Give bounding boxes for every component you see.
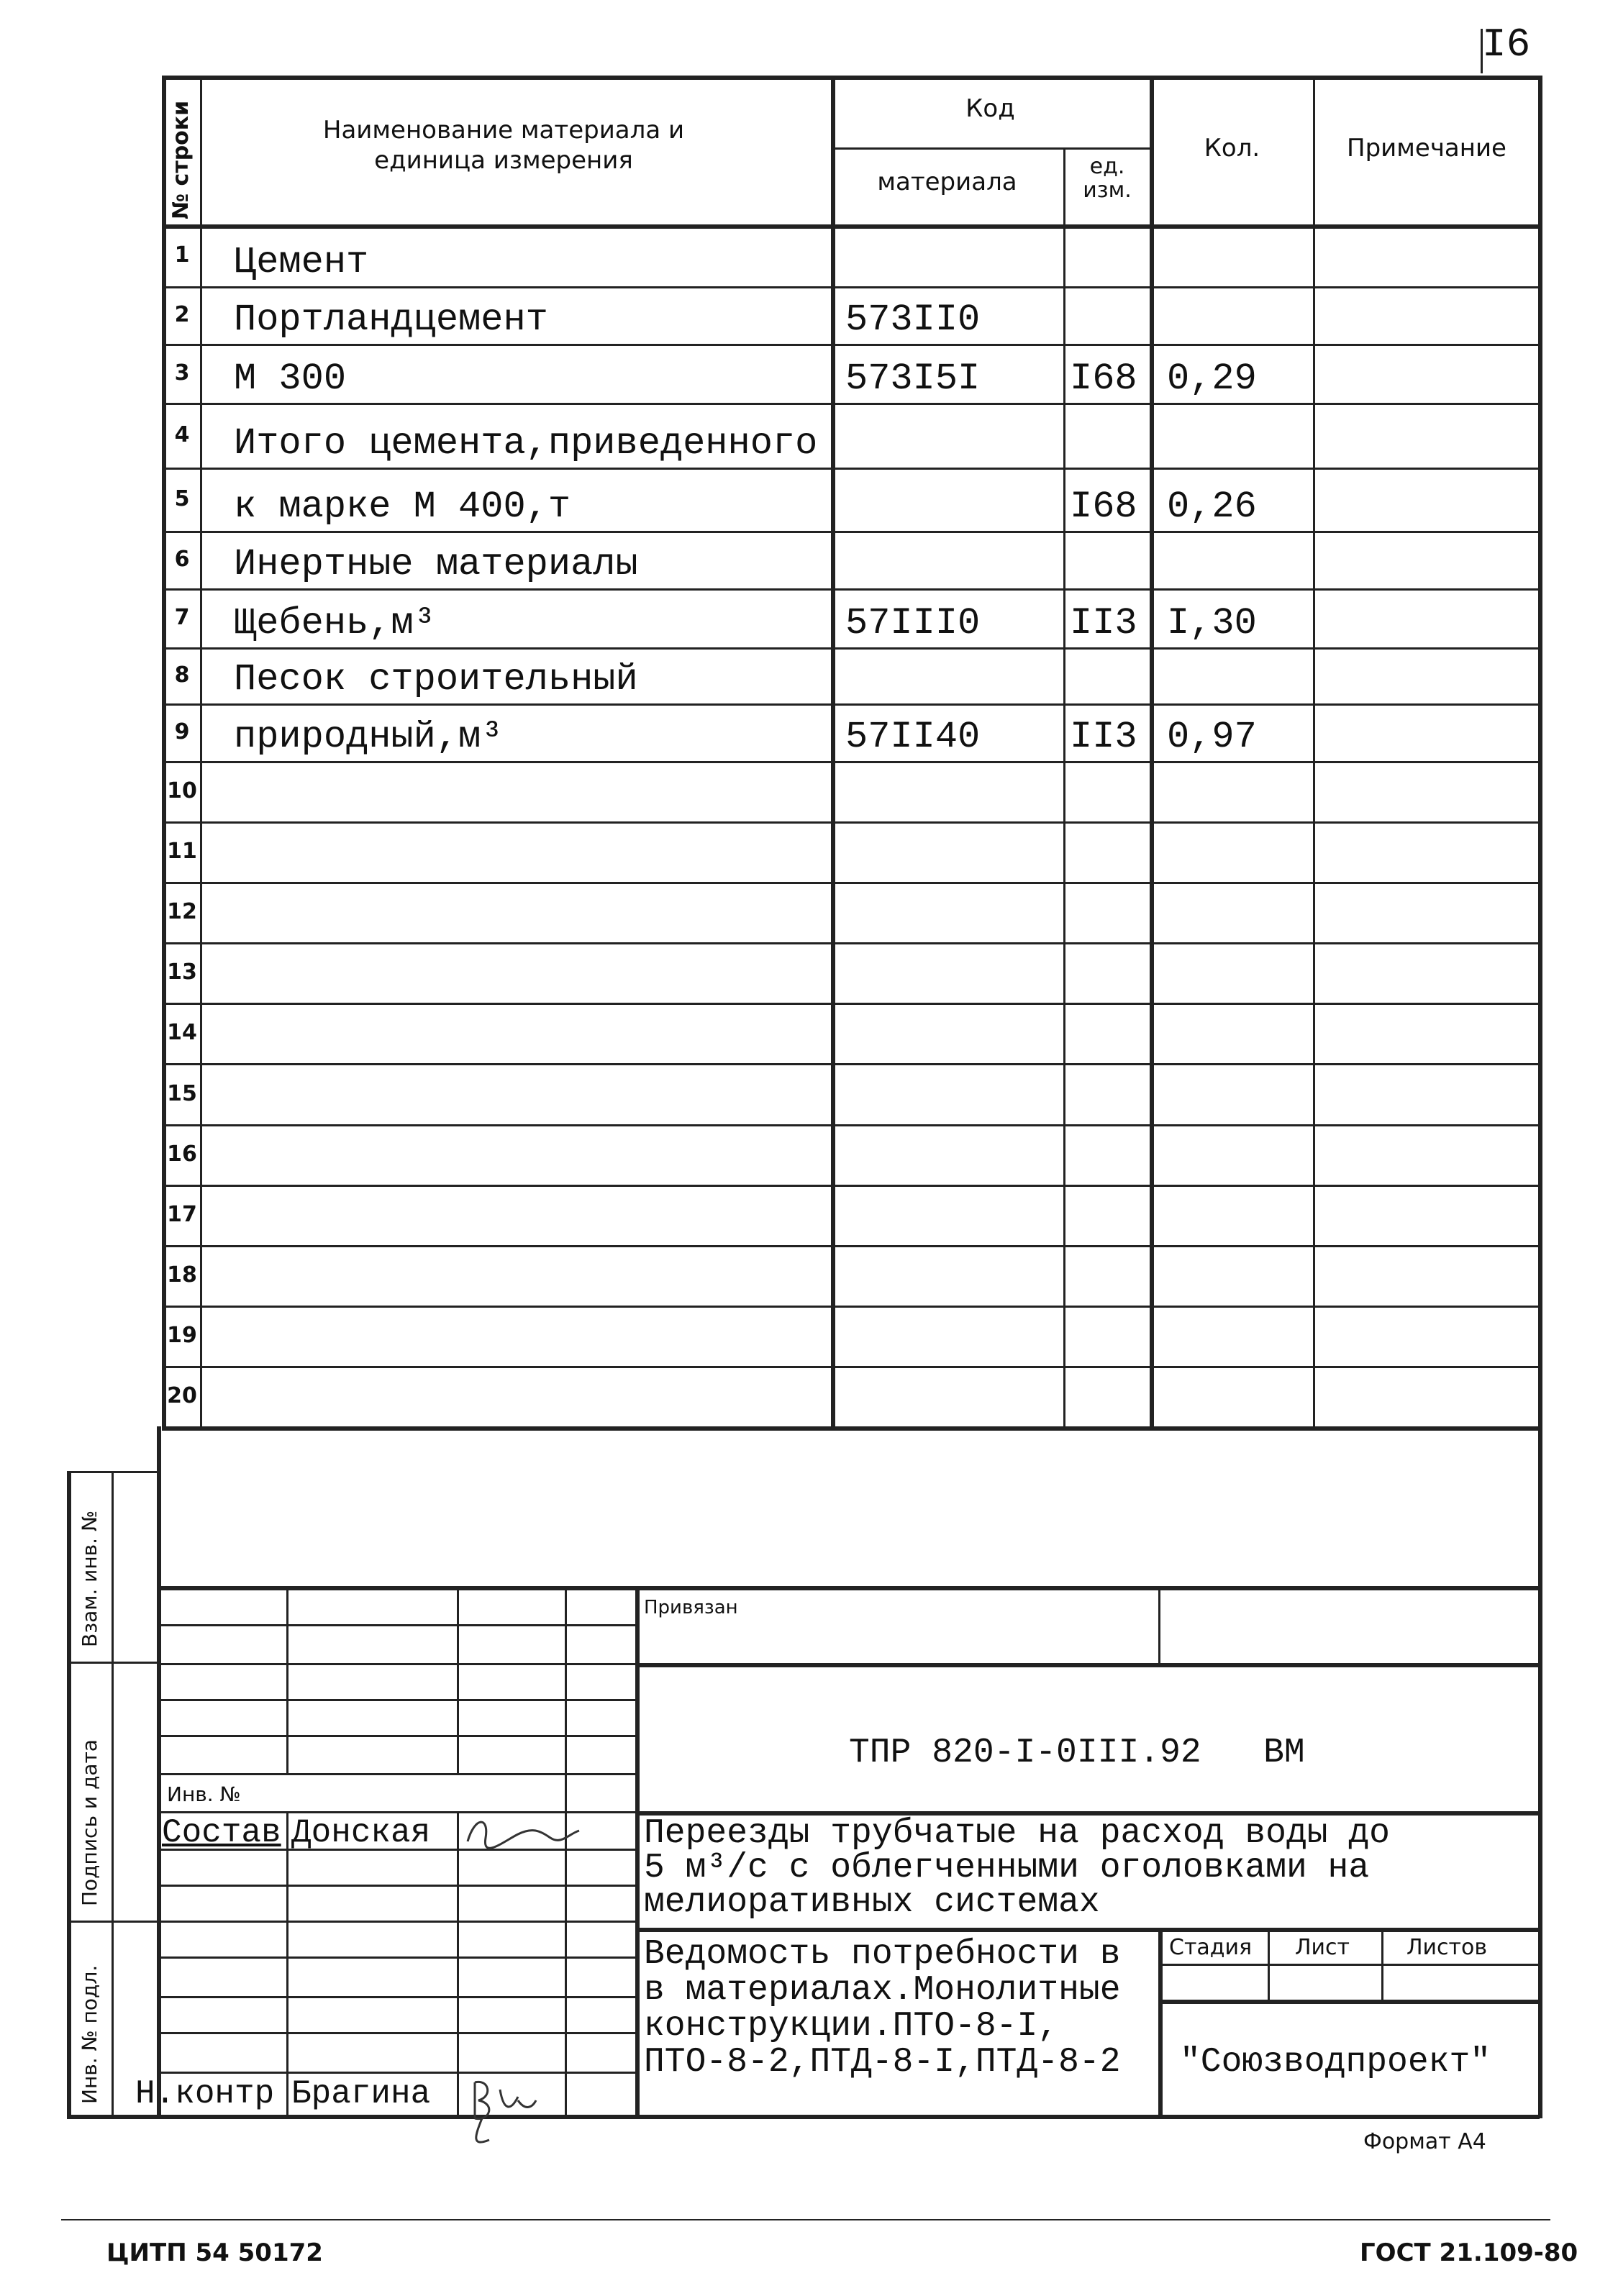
sheet-title-line-2: в материалах.Монолитные: [644, 1971, 1121, 2010]
row-number: 18: [167, 1262, 197, 1288]
header-code: Код: [965, 94, 1015, 123]
sheet-title-line-1: Ведомость потребности в: [644, 1935, 1121, 1974]
row-number: 7: [174, 605, 190, 630]
row-number: 20: [167, 1383, 197, 1408]
material-name: к марке М 400,т: [234, 486, 571, 528]
row-number: 16: [167, 1142, 197, 1167]
person-bragina: Брагина: [291, 2075, 431, 2113]
table-row: [0, 588, 1618, 647]
title-line-2: 5 м³/с с облегченными оголовками на: [644, 1849, 1370, 1887]
table-row: [0, 286, 1618, 344]
row-number: 15: [167, 1080, 197, 1106]
row-number: 19: [167, 1323, 197, 1348]
page-number: I6: [1482, 22, 1531, 68]
page-number-mark: [1481, 29, 1483, 73]
signature-donskaya: [460, 1813, 583, 1856]
material-code: 57III0: [845, 602, 981, 644]
header-note: Примечание: [1347, 134, 1506, 163]
role-n-kontr: Н.контр: [135, 2075, 275, 2113]
unit-code: II3: [1070, 602, 1137, 644]
footer-right: ГОСТ 21.109-80: [1360, 2238, 1578, 2267]
material-name: М 300: [234, 357, 347, 400]
header-material-code: материала: [877, 168, 1017, 196]
table-row: [0, 1185, 1618, 1245]
side-label-podpis: Подпись и дата: [78, 1739, 101, 1906]
header-name: Наименование материала и единица измерения: [322, 116, 685, 175]
table-row: [0, 1003, 1618, 1063]
quantity: I,30: [1167, 602, 1257, 644]
quantity: 0,29: [1167, 357, 1257, 400]
material-code: 573I5I: [845, 357, 981, 400]
person-donskaya: Донская: [291, 1814, 431, 1851]
material-code: 57II40: [845, 716, 981, 758]
footer-divider: [61, 2219, 1550, 2220]
stage-label: Стадия: [1169, 1935, 1253, 1960]
table-row: [0, 224, 1618, 286]
header-unit-line2: изм.: [1083, 178, 1132, 203]
material-name: Портландцемент: [234, 299, 548, 341]
sheet-title-line-3: конструкции.ПТО-8-I,: [644, 2007, 1059, 2046]
side-label-inv-podl: Инв. № подл.: [78, 1964, 101, 2104]
material-code: 573II0: [845, 299, 981, 341]
row-number: 10: [167, 778, 197, 803]
unit-code: I68: [1070, 486, 1137, 528]
side-label-vzam: Взам. инв. №: [78, 1510, 101, 1647]
material-name: Итого цемента,приведенного: [234, 422, 818, 465]
row-number: 8: [174, 662, 190, 688]
table-row: [0, 761, 1618, 821]
row-number: 5: [174, 486, 190, 511]
material-name: Цемент: [234, 241, 369, 283]
row-number: 12: [167, 899, 197, 924]
table-row: [0, 403, 1618, 468]
row-number: 2: [174, 302, 190, 327]
table-row: [0, 647, 1618, 703]
sheet-label: Лист: [1295, 1935, 1350, 1960]
material-name: природный,м³: [234, 716, 504, 758]
row-number: 1: [174, 242, 190, 268]
table-row: [0, 531, 1618, 588]
row-number: 9: [174, 719, 190, 744]
footer-left: ЦИТП 54 50172: [106, 2238, 323, 2267]
sheet-title-line-4: ПТО-8-2,ПТД-8-I,ПТД-8-2: [644, 2043, 1121, 2082]
unit-code: II3: [1070, 716, 1137, 758]
table-row: [0, 1124, 1618, 1185]
table-row: [0, 882, 1618, 942]
table-row: [0, 942, 1618, 1003]
row-number: 17: [167, 1202, 197, 1227]
title-line-1: Переезды трубчатые на расход воды до: [644, 1814, 1390, 1853]
header-row-no: № строки: [168, 100, 194, 219]
organization-name: "Союзводпроект": [1180, 2043, 1491, 2082]
inv-no-label: Инв. №: [167, 1782, 241, 1806]
quantity: 0,26: [1167, 486, 1257, 528]
material-name: Инертные материалы: [234, 543, 638, 586]
material-name: Щебень,м³: [234, 602, 436, 644]
title-line-3: мелиоративных системах: [644, 1883, 1100, 1922]
table-row: [0, 1366, 1618, 1426]
table-row: [0, 468, 1618, 531]
format-label: Формат А4: [1363, 2129, 1486, 2154]
table-row: [0, 821, 1618, 882]
material-name: Песок строительный: [234, 658, 638, 701]
privyazan-label: Привязан: [644, 1597, 738, 1618]
role-sostav: Состав: [162, 1814, 281, 1851]
signature-bragina: [460, 2068, 547, 2154]
header-qty: Кол.: [1204, 134, 1260, 163]
table-row: [0, 1306, 1618, 1366]
document-code: ТПР 820-I-0III.92 ВМ: [849, 1734, 1305, 1772]
row-number: 14: [167, 1020, 197, 1045]
quantity: 0,97: [1167, 716, 1257, 758]
unit-code: I68: [1070, 357, 1137, 400]
table-row: [0, 344, 1618, 403]
row-number: 11: [167, 839, 197, 864]
row-number: 3: [174, 360, 190, 386]
header-unit-line1: ед.: [1089, 154, 1125, 179]
row-number: 6: [174, 547, 190, 572]
sheets-label: Листов: [1406, 1935, 1488, 1960]
row-number: 4: [174, 422, 190, 447]
table-row: [0, 1245, 1618, 1306]
table-row: [0, 703, 1618, 761]
table-row: [0, 1063, 1618, 1124]
row-number: 13: [167, 960, 197, 985]
